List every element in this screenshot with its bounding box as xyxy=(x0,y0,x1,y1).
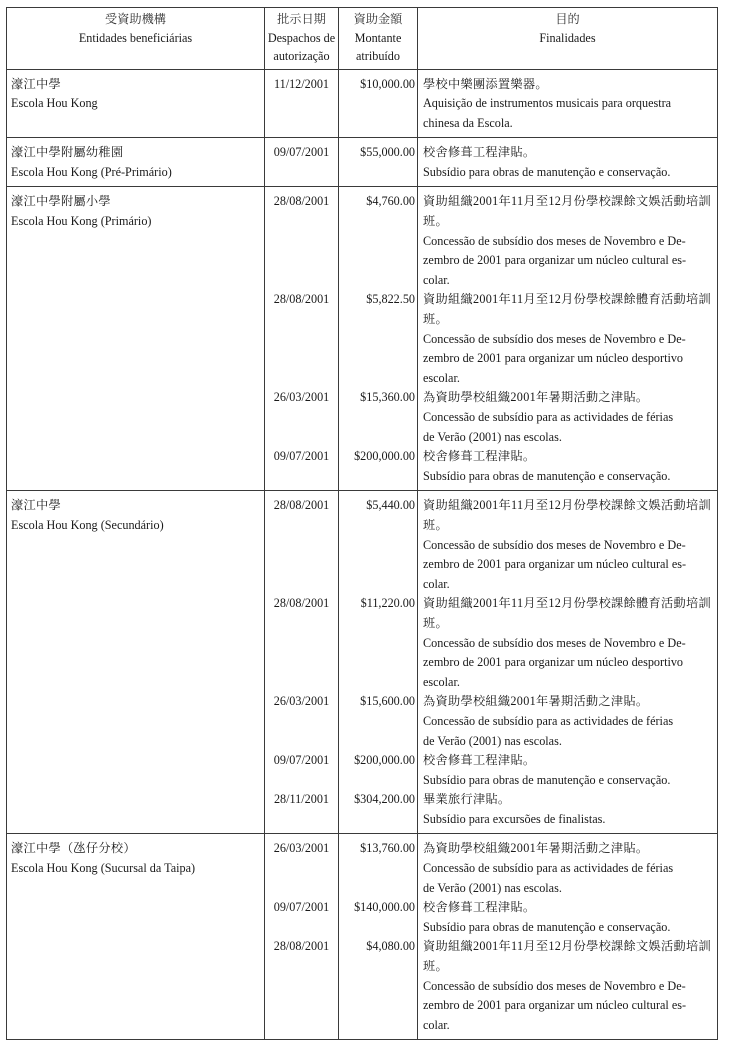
grant-date: 28/08/2001 xyxy=(273,596,330,611)
purpose-zh: 資助組織2001年11月至12月份學校課餘文娛活動培訓 xyxy=(423,498,711,513)
purpose-pt-line: de Verão (2001) nas escolas. xyxy=(423,733,562,748)
entity-name-zh: 濠江中學 xyxy=(11,76,61,91)
header-entity xyxy=(7,8,265,70)
grant-date: 09/07/2001 xyxy=(273,753,330,768)
header-date-zh: 批示日期 xyxy=(277,12,326,26)
grant-amount: $15,360.00 xyxy=(360,390,415,405)
entity-cell xyxy=(7,834,265,1040)
purpose-zh: 資助組織2001年11月至12月份學校課餘文娛活動培訓 xyxy=(423,194,711,209)
purpose-pt-line: Concessão de subsídio para as actividades de férias xyxy=(423,410,674,424)
grant-amount: $140,000.00 xyxy=(354,900,415,915)
grant-date: 26/03/2001 xyxy=(273,694,330,709)
amount-cell xyxy=(339,491,418,834)
grant-date: 26/03/2001 xyxy=(273,841,330,856)
date-cell xyxy=(265,834,339,1040)
purpose-pt-line: zembro de 2001 para organizar um núcleo cultural es- xyxy=(423,557,687,572)
purpose-zh: 資助組織2001年11月至12月份學校課餘體育活動培訓 xyxy=(423,292,711,307)
grant-date: 28/08/2001 xyxy=(273,498,330,513)
purpose-pt-line: colar. xyxy=(423,576,450,591)
entity-cell xyxy=(7,491,265,834)
purpose-zh: 班。 xyxy=(423,517,448,532)
purpose-pt-line: escolar. xyxy=(423,674,460,689)
purpose-pt-line: zembro de 2001 para organizar um núcleo desportivo xyxy=(423,655,684,670)
purpose-cell xyxy=(418,834,718,1040)
purpose-zh: 班。 xyxy=(423,312,448,327)
grant-amount: $304,200.00 xyxy=(354,792,415,807)
purpose-pt-line: Subsídio para excursões de finalistas. xyxy=(423,811,606,826)
entity-name-zh: 濠江中學附屬幼稚園 xyxy=(11,145,124,160)
header-amount-pt-2: atribuído xyxy=(355,49,400,63)
purpose-pt-line: Subsídio para obras de manutenção e conservação. xyxy=(423,772,671,787)
header-amount-zh: 資助金額 xyxy=(353,12,403,26)
grant-amount: $4,080.00 xyxy=(366,939,415,954)
amount-cell xyxy=(339,69,418,138)
entity-cell xyxy=(7,187,265,491)
grant-date: 26/03/2001 xyxy=(273,390,330,405)
purpose-zh: 校舍修葺工程津貼。 xyxy=(423,900,536,915)
header-amount xyxy=(339,8,418,70)
header-row xyxy=(7,8,718,70)
entity-name-zh: 濠江中學 xyxy=(11,498,61,513)
entity-name-zh: 濠江中學附屬小學 xyxy=(11,194,111,209)
grant-amount: $5,822.50 xyxy=(366,292,415,307)
purpose-pt-line: Concessão de subsídio dos meses de Novembro e De- xyxy=(423,978,686,993)
purpose-zh: 班。 xyxy=(423,214,448,229)
purpose-pt-line: chinesa da Escola. xyxy=(423,115,513,130)
header-purpose xyxy=(418,8,718,70)
grant-amount: $5,440.00 xyxy=(366,498,415,513)
grants-table xyxy=(6,7,718,1040)
purpose-pt-line: Concessão de subsídio para as actividades de férias xyxy=(423,713,674,728)
purpose-pt-line: zembro de 2001 para organizar um núcleo cultural es- xyxy=(423,998,687,1013)
grant-amount: $10,000.00 xyxy=(360,76,415,91)
header-entity-zh: 受資助機構 xyxy=(105,12,166,26)
entity-name-pt: Escola Hou Kong (Primário) xyxy=(11,214,152,229)
grant-amount: $15,600.00 xyxy=(360,694,415,709)
date-cell xyxy=(265,491,339,834)
purpose-cell xyxy=(418,138,718,187)
grant-date: 28/11/2001 xyxy=(273,792,330,807)
date-cell xyxy=(265,187,339,491)
purpose-pt-line: Concessão de subsídio dos meses de Novembro e De- xyxy=(423,331,686,346)
entity-cell xyxy=(7,138,265,187)
purpose-zh: 為資助學校組織2001年暑期活動之津貼。 xyxy=(423,694,649,709)
date-cell xyxy=(265,138,339,187)
grant-date: 09/07/2001 xyxy=(273,449,330,464)
header-purpose-pt: Finalidades xyxy=(539,30,596,45)
purpose-pt-line: Concessão de subsídio dos meses de Novembro e De- xyxy=(423,635,686,650)
purpose-pt-line: Subsídio para obras de manutenção e conservação. xyxy=(423,468,671,483)
grant-amount: $11,220.00 xyxy=(360,596,415,611)
purpose-pt-line: colar. xyxy=(423,272,450,287)
entity-name-pt: Escola Hou Kong (Secundário) xyxy=(11,517,164,532)
grant-date: 28/08/2001 xyxy=(273,194,330,209)
date-cell xyxy=(265,69,339,138)
header-entity-pt: Entidades beneficiárias xyxy=(78,30,193,45)
grant-amount: $4,760.00 xyxy=(366,194,415,209)
purpose-zh: 為資助學校組織2001年暑期活動之津貼。 xyxy=(423,841,649,856)
purpose-pt-line: zembro de 2001 para organizar um núcleo desportivo xyxy=(423,351,684,366)
entity-name-pt: Escola Hou Kong (Pré-Primário) xyxy=(11,164,172,179)
purpose-pt-line: de Verão (2001) nas escolas. xyxy=(423,880,562,895)
purpose-pt-line: Concessão de subsídio para as actividades de férias xyxy=(423,861,674,876)
purpose-zh: 班。 xyxy=(423,959,448,974)
purpose-zh: 資助組織2001年11月至12月份學校課餘文娛活動培訓 xyxy=(423,939,711,954)
entity-name-zh: 濠江中學（氹仔分校） xyxy=(11,841,136,856)
grant-amount: $13,760.00 xyxy=(360,841,415,856)
purpose-zh: 為資助學校組織2001年暑期活動之津貼。 xyxy=(423,390,649,405)
entity-name-pt: Escola Hou Kong xyxy=(11,96,98,111)
purpose-zh: 校舍修葺工程津貼。 xyxy=(423,753,536,768)
table-row xyxy=(7,834,718,1040)
purpose-cell xyxy=(418,187,718,491)
purpose-zh: 資助組織2001年11月至12月份學校課餘體育活動培訓 xyxy=(423,596,711,611)
entity-cell xyxy=(7,69,265,138)
amount-cell xyxy=(339,187,418,491)
purpose-pt-line: Subsídio para obras de manutenção e conservação. xyxy=(423,164,671,179)
header-date xyxy=(265,8,339,70)
entity-name-pt: Escola Hou Kong (Sucursal da Taipa) xyxy=(11,861,196,876)
purpose-pt-line: de Verão (2001) nas escolas. xyxy=(423,429,562,444)
purpose-pt-line: Concessão de subsídio dos meses de Novembro e De- xyxy=(423,233,686,248)
purpose-pt-line: escolar. xyxy=(423,370,460,385)
grant-amount: $55,000.00 xyxy=(360,145,415,160)
grant-date: 11/12/2001 xyxy=(273,76,330,91)
purpose-zh: 學校中樂團添置樂器。 xyxy=(423,76,548,91)
purpose-pt-line: Aquisição de instrumentos musicais para orquestra xyxy=(423,96,672,111)
table-row xyxy=(7,138,718,187)
purpose-zh: 班。 xyxy=(423,615,448,630)
purpose-cell xyxy=(418,491,718,834)
amount-cell xyxy=(339,138,418,187)
purpose-pt-line: zembro de 2001 para organizar um núcleo cultural es- xyxy=(423,253,687,268)
table-row xyxy=(7,491,718,834)
header-date-pt-2: autorização xyxy=(273,49,330,63)
grant-amount: $200,000.00 xyxy=(354,753,415,768)
header-purpose-zh: 目的 xyxy=(555,12,580,26)
purpose-pt-line: colar. xyxy=(423,1017,450,1032)
purpose-zh: 校舍修葺工程津貼。 xyxy=(423,145,536,160)
grant-date: 09/07/2001 xyxy=(273,145,330,160)
grant-amount: $200,000.00 xyxy=(354,449,415,464)
purpose-pt-line: Subsídio para obras de manutenção e conservação. xyxy=(423,919,671,934)
grant-date: 09/07/2001 xyxy=(273,900,330,915)
grant-date: 28/08/2001 xyxy=(273,292,330,307)
purpose-cell xyxy=(418,69,718,138)
purpose-zh: 畢業旅行津貼。 xyxy=(423,792,511,807)
purpose-pt-line: Concessão de subsídio dos meses de Novembro e De- xyxy=(423,537,686,552)
header-date-pt-1: Despachos de xyxy=(267,30,336,45)
table-row xyxy=(7,187,718,491)
purpose-zh: 校舍修葺工程津貼。 xyxy=(423,449,536,464)
amount-cell xyxy=(339,834,418,1040)
grant-date: 28/08/2001 xyxy=(273,939,330,954)
header-amount-pt-1: Montante xyxy=(354,30,402,45)
table-row xyxy=(7,69,718,138)
